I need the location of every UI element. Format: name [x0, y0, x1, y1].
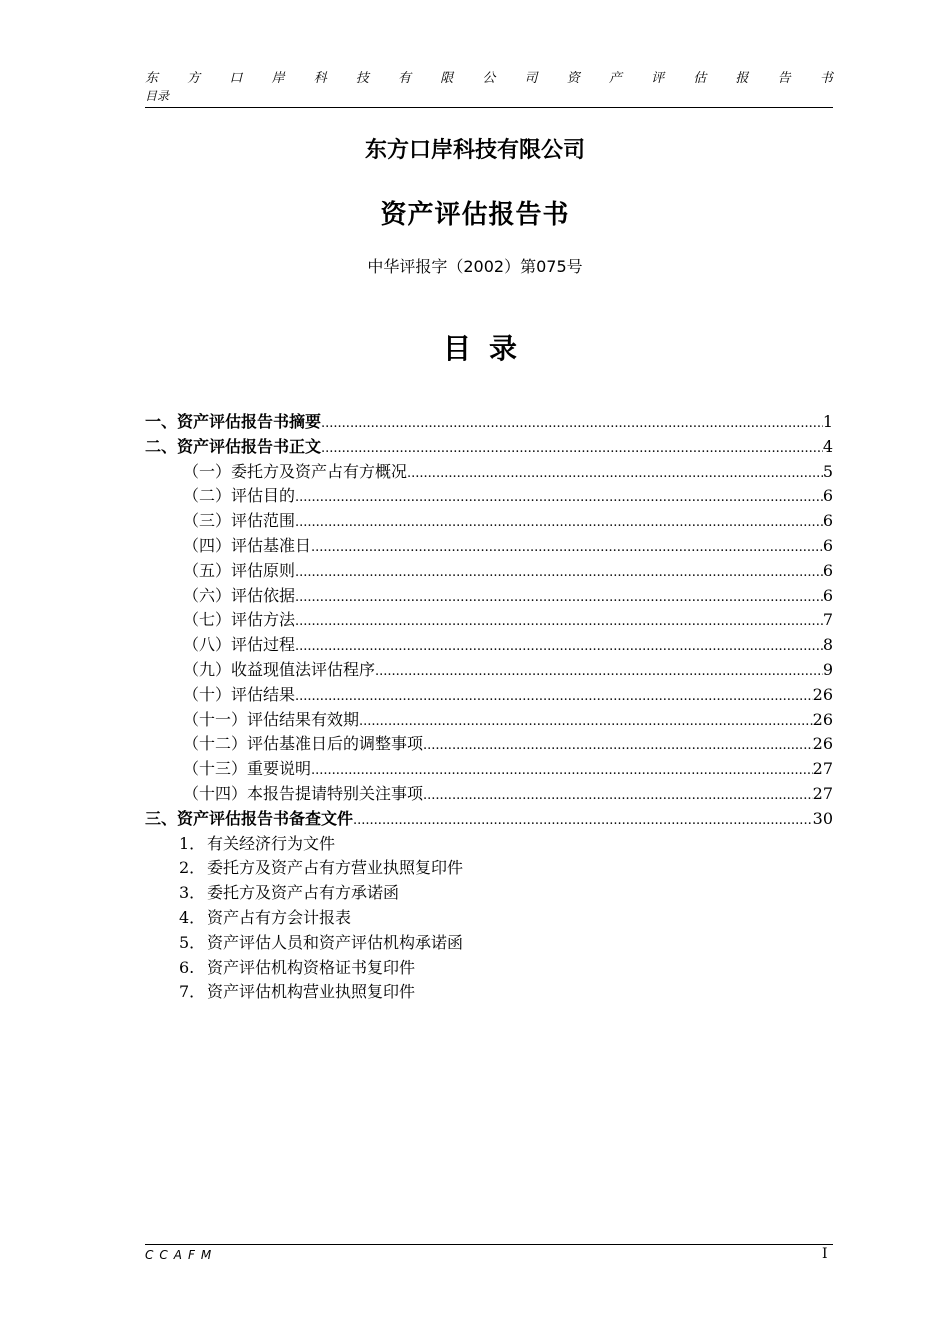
attachment-text: 资产评估人员和资产评估机构承诺函	[207, 932, 464, 952]
attachment-text: 有关经济行为文件	[207, 833, 336, 853]
toc-entry-page: 8	[822, 635, 833, 655]
header-subtitle: 目录	[145, 89, 170, 103]
toc-entry[interactable]	[145, 782, 833, 807]
toc-leader	[295, 561, 823, 586]
toc-entry[interactable]	[145, 584, 833, 609]
attachment-text: 委托方及资产占有方承诺函	[207, 883, 400, 903]
header-char: 书	[819, 71, 833, 86]
attachment-item	[145, 931, 833, 956]
attachment-number: 4．	[179, 907, 206, 927]
toc-leader	[375, 660, 823, 685]
attachment-item	[145, 856, 833, 881]
toc-entry-page: 26	[812, 709, 833, 729]
toc-entry-page: 6	[822, 585, 833, 605]
header-char: 口	[229, 71, 243, 86]
header-title	[145, 70, 833, 88]
toc-entry[interactable]	[145, 460, 833, 485]
footer-page-number: I	[822, 1246, 828, 1262]
toc-leader	[423, 784, 813, 809]
toc-entry[interactable]	[145, 633, 833, 658]
toc-entry-page: 27	[812, 783, 833, 803]
toc-entry-page: 30	[812, 808, 833, 828]
toc-entry-label: （六）评估依据	[183, 585, 296, 605]
attachment-number: 6.	[179, 957, 195, 977]
toc-leader	[295, 610, 823, 635]
toc-entry[interactable]	[145, 559, 833, 584]
header-divider	[145, 107, 833, 108]
toc-entry-label: （十一）评估结果有效期	[183, 709, 360, 729]
toc-entry-label: 一、资产评估报告书摘要	[145, 412, 322, 431]
header-char: 有	[398, 71, 412, 86]
toc-leader	[295, 511, 823, 536]
toc-entry-page: 6	[822, 535, 833, 555]
attachment-item	[145, 832, 833, 857]
toc-entry-main-text[interactable]	[145, 435, 833, 460]
toc-leader	[295, 586, 823, 611]
header-char: 限	[440, 71, 454, 86]
toc-entry-page: 26	[812, 684, 833, 704]
toc-heading: 目录	[442, 332, 535, 365]
header-char: 评	[651, 71, 665, 86]
attachment-item	[145, 980, 833, 1005]
toc-entry-label: （十四）本报告提请特别关注事项	[183, 783, 424, 803]
header-char: 资	[566, 71, 580, 86]
attachment-item	[145, 906, 833, 931]
toc-entry-label: （十二）评估基准日后的调整事项	[183, 734, 424, 754]
running-header	[145, 70, 833, 104]
toc-entry[interactable]	[145, 658, 833, 683]
header-char: 报	[735, 71, 749, 86]
header-char: 产	[608, 71, 622, 86]
toc-entry-label: （八）评估过程	[183, 635, 296, 655]
toc-entry-label: （二）评估目的	[183, 486, 296, 506]
toc-entry-page: 1	[822, 412, 833, 431]
header-char: 岸	[271, 71, 285, 86]
toc-entry-label: （三）评估范围	[183, 511, 296, 531]
toc-entry-label: （七）评估方法	[183, 610, 296, 630]
toc-entry-page: 4	[822, 436, 833, 456]
toc-entry[interactable]	[145, 732, 833, 757]
toc-entry[interactable]	[145, 608, 833, 633]
attachment-item	[145, 956, 833, 981]
toc-entry-summary[interactable]	[145, 410, 833, 435]
toc-entry-label: （一）委托方及资产占有方概况	[183, 461, 408, 481]
toc-leader	[407, 462, 823, 487]
attachment-text: 委托方及资产占有方营业执照复印件	[207, 858, 464, 878]
header-char: 估	[693, 71, 707, 86]
header-char: 方	[187, 71, 201, 86]
toc-leader	[295, 486, 823, 511]
document-number: 中华评报字（2002）第075号	[367, 257, 583, 276]
footer-divider	[145, 1244, 833, 1245]
attachment-number: 1．	[179, 833, 206, 853]
toc-entry-reference-files[interactable]	[145, 807, 833, 832]
footer-org-code: CCAFM	[145, 1248, 218, 1262]
attachment-number: 7．	[179, 982, 206, 1002]
toc-entry-page: 6	[822, 560, 833, 580]
attachment-text: 资产评估机构资格证书复印件	[207, 957, 416, 977]
toc-leader	[353, 809, 813, 834]
report-title: 资产评估报告书	[380, 200, 570, 230]
toc-entry-page: 6	[822, 486, 833, 506]
toc-entry-page: 26	[812, 734, 833, 754]
attachment-text: 资产占有方会计报表	[207, 907, 352, 927]
header-char: 公	[482, 71, 496, 86]
attachment-number: 2．	[179, 858, 206, 878]
toc-entry-label: （九）收益现值法评估程序	[183, 659, 376, 679]
toc-leader	[321, 412, 823, 437]
toc-entry-page: 9	[822, 659, 833, 679]
toc-leader	[311, 759, 813, 784]
toc-entry[interactable]	[145, 708, 833, 733]
toc-entry[interactable]	[145, 757, 833, 782]
header-char: 告	[777, 71, 791, 86]
toc-entry-label: （四）评估基准日	[183, 535, 312, 555]
toc-leader	[311, 536, 823, 561]
toc-entry-page: 5	[822, 461, 833, 481]
toc-leader	[359, 710, 813, 735]
table-of-contents	[145, 410, 833, 1005]
toc-entry-label: 二、资产评估报告书正文	[145, 436, 322, 456]
header-char: 科	[313, 71, 327, 86]
header-char: 司	[524, 71, 538, 86]
toc-leader	[295, 685, 813, 710]
toc-entry-label: （十三）重要说明	[183, 759, 312, 779]
toc-entry[interactable]	[145, 509, 833, 534]
toc-entry-page: 7	[822, 610, 833, 630]
toc-entry-label: 三、资产评估报告书备查文件	[145, 808, 354, 828]
attachment-text: 资产评估机构营业执照复印件	[207, 982, 416, 1002]
toc-leader	[321, 437, 823, 462]
toc-entry-page: 6	[822, 511, 833, 531]
header-char: 技	[355, 71, 369, 86]
toc-entry-label: （十）评估结果	[183, 684, 296, 704]
toc-leader	[423, 734, 813, 759]
toc-entry-page: 27	[812, 759, 833, 779]
toc-leader	[295, 635, 823, 660]
attachment-number: 3．	[179, 883, 206, 903]
toc-entry[interactable]	[145, 534, 833, 559]
attachment-item	[145, 881, 833, 906]
header-char: 东	[145, 71, 159, 86]
toc-entry[interactable]	[145, 683, 833, 708]
attachment-number: 5．	[179, 932, 206, 952]
toc-entry-label: （五）评估原则	[183, 560, 296, 580]
company-title: 东方口岸科技有限公司	[364, 138, 585, 163]
toc-entry[interactable]	[145, 484, 833, 509]
